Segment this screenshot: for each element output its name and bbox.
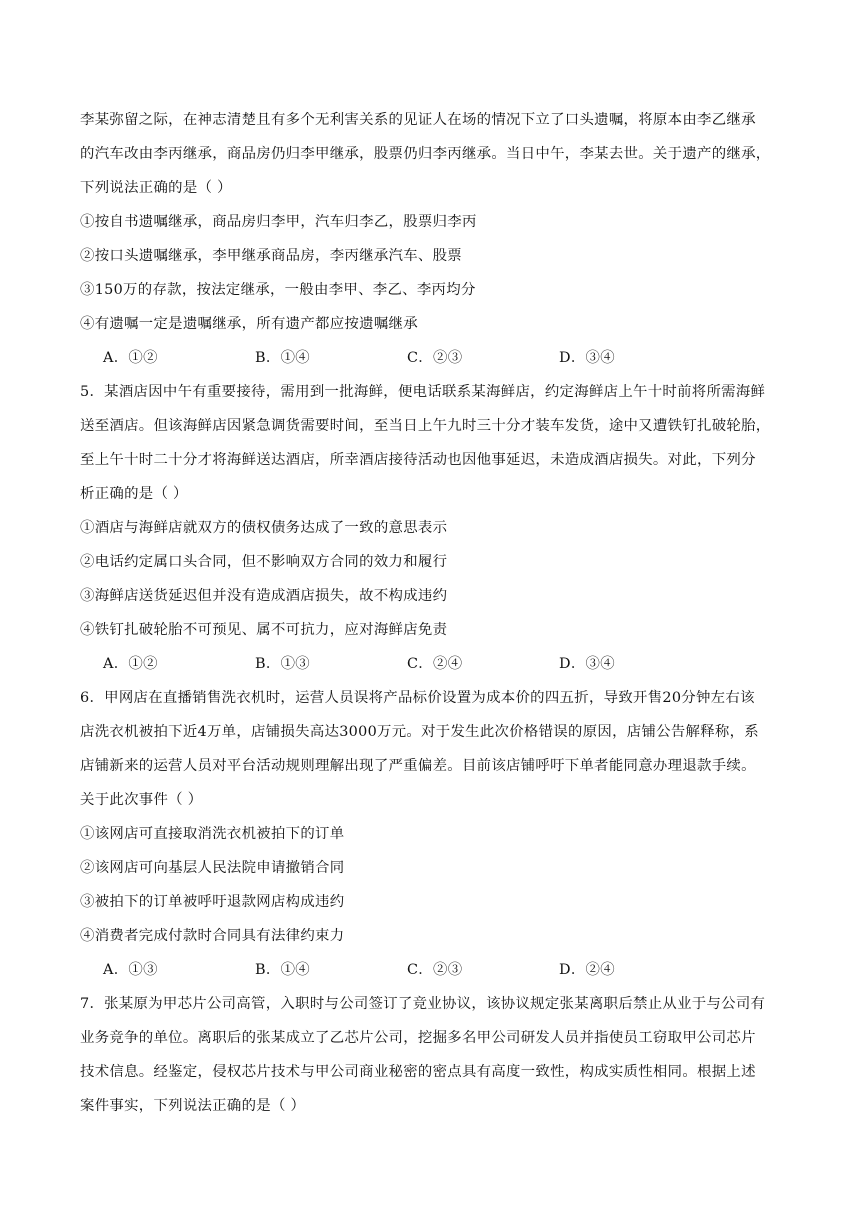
statement: ①该网店可直接取消洗衣机被拍下的订单 [80,826,345,842]
stem-line: 析正确的是（ ） [80,486,188,502]
statement: ③150万的存款，按法定继承，一般由李甲、李乙、李丙均分 [80,282,476,298]
option-a[interactable]: A．①② [103,350,158,366]
option-c[interactable]: C．②④ [407,656,463,672]
stem-line: 送至酒店。但该海鲜店因紧急调货需要时间，至当日上午九时三十分才装车发货，途中又遭铁钉扎破轮胎， [80,418,771,434]
question-4 [80,103,780,375]
stem-line: 5．某酒店因中午有重要接待，需用到一批海鲜，便电话联系某海鲜店，约定海鲜店上午十时前将所需海鲜 [80,384,766,400]
option-c[interactable]: C．②③ [407,350,463,366]
statement: ②该网店可向基层人民法院申请撤销合同 [80,860,345,876]
option-b[interactable]: B．①④ [255,350,310,366]
stem-line: 的汽车改由李丙继承，商品房仍归李甲继承，股票仍归李丙继承。当日中午，李某去世。关于遗产的继承， [80,146,771,162]
statement: ②按口头遗嘱继承，李甲继承商品房，李丙继承汽车、股票 [80,248,462,264]
statement: ①按自书遗嘱继承，商品房归李甲，汽车归李乙，股票归李丙 [80,214,477,230]
question-7 [80,987,780,1123]
answer-options [80,647,780,681]
stem-line: 关于此次事件（ ） [80,792,203,808]
statement: ①酒店与海鲜店就双方的债权债务达成了一致的意思表示 [80,520,448,536]
stem-line: 6．甲网店在直播销售洗衣机时，运营人员误将产品标价设置为成本价的四五折，导致开售20分钟左右该 [80,690,755,706]
option-b[interactable]: B．①④ [255,962,310,978]
answer-options [80,953,780,987]
answer-options [80,341,780,375]
statement: ④铁钉扎破轮胎不可预见、属不可抗力，应对海鲜店免责 [80,622,448,638]
option-d[interactable]: D．③④ [559,656,615,672]
option-b[interactable]: B．①③ [255,656,310,672]
question-6 [80,681,780,987]
stem-line: 案件事实，下列说法正确的是（ ） [80,1098,306,1114]
stem-line: 李某弥留之际，在神志清楚且有多个无利害关系的见证人在场的情况下立了口头遗嘱，将原本由李乙继承 [80,112,756,128]
statement: ②电话约定属口头合同，但不影响双方合同的效力和履行 [80,554,448,570]
stem-line: 技术信息。经鉴定，侵权芯片技术与甲公司商业秘密的密点具有高度一致性，构成实质性相同。根据上述 [80,1064,756,1080]
option-d[interactable]: D．③④ [559,350,615,366]
stem-line: 7．张某原为甲芯片公司高管，入职时与公司签订了竞业协议，该协议规定张某离职后禁止从业于与公司有 [80,996,766,1012]
stem-line: 店铺新来的运营人员对平台活动规则理解出现了严重偏差。目前该店铺呼吁下单者能同意办理退款手续。 [80,758,756,774]
exam-page [80,103,780,1123]
statement: ④消费者完成付款时合同具有法律约束力 [80,928,345,944]
question-5 [80,375,780,681]
option-c[interactable]: C．②③ [407,962,463,978]
stem-line: 下列说法正确的是（ ） [80,180,232,196]
option-a[interactable]: A．①③ [103,962,158,978]
option-a[interactable]: A．①② [103,656,158,672]
statement: ④有遗嘱一定是遗嘱继承，所有遗产都应按遗嘱继承 [80,316,418,332]
stem-line: 店洗衣机被拍下近4万单，店铺损失高达3000万元。对于发生此次价格错误的原因，店铺公告解释称，系 [80,724,759,740]
stem-line: 业务竞争的单位。离职后的张某成立了乙芯片公司，挖掘多名甲公司研发人员并指使员工窃取甲公司芯片 [80,1030,756,1046]
statement: ③被拍下的订单被呼吁退款网店构成违约 [80,894,345,910]
option-d[interactable]: D．②④ [559,962,615,978]
statement: ③海鲜店送货延迟但并没有造成酒店损失，故不构成违约 [80,588,448,604]
stem-line: 至上午十时二十分才将海鲜送达酒店，所幸酒店接待活动也因他事延迟，未造成酒店损失。对此，下列分 [80,452,756,468]
